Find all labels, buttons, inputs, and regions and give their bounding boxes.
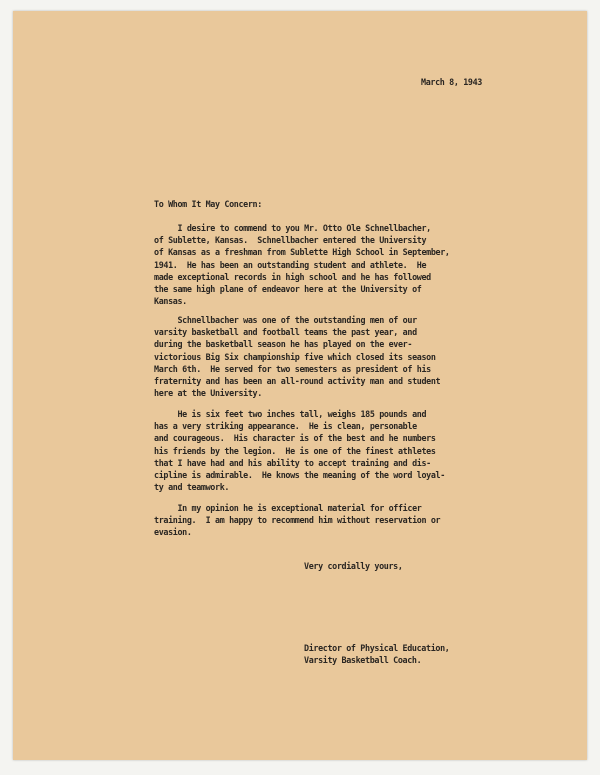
closing: Very cordially yours,	[304, 561, 403, 571]
text-line: here at the University.	[154, 388, 262, 399]
text-line: varsity basketball and football teams the past year, and	[154, 327, 417, 338]
text-line: made exceptional records in high school and he has followed	[154, 271, 431, 282]
text-line: during the basketball season he has played on the ever-	[154, 339, 413, 350]
letter-date: March 8, 1943	[421, 77, 482, 87]
text-line: victorious Big Six championship five which closed its season	[154, 351, 436, 362]
text-line: March 6th. He served for two semesters as president of his	[154, 363, 431, 374]
text-line: fraternity and has been an all-round activity man and student	[154, 376, 441, 387]
text-line: that I have had and his ability to accept training and dis-	[154, 457, 431, 468]
text-line: evasion.	[154, 527, 192, 538]
text-line: of Sublette, Kansas. Schnellbacher entered the University	[154, 235, 427, 246]
signature-title-line: Director of Physical Education,	[304, 643, 450, 653]
salutation: To Whom It May Concern:	[154, 199, 262, 209]
paragraph-2	[154, 314, 440, 399]
paragraph-4	[154, 502, 440, 539]
text-line: He is six feet two inches tall, weighs 185 pounds and	[154, 409, 427, 419]
paragraph-3	[154, 408, 445, 493]
text-line: In my opinion he is exceptional material for officer	[154, 503, 422, 513]
signature-title-line: Varsity Basketball Coach.	[304, 655, 422, 666]
text-line: his friends by the legion. He is one of the finest athletes	[154, 445, 436, 456]
paragraph-1	[154, 222, 450, 307]
signature-block	[304, 642, 449, 666]
text-line: ty and teamwork.	[154, 482, 230, 493]
text-line: and courageous. His character is of the best and he numbers	[154, 433, 436, 444]
text-line: of Kansas as a freshman from Sublette High School in September,	[154, 247, 450, 258]
text-line: cipline is admirable. He knows the meaning of the word loyal-	[154, 470, 445, 481]
text-line: 1941. He has been an outstanding student and athlete. He	[154, 259, 427, 270]
text-line: training. I am happy to recommend him without reservation or	[154, 515, 441, 526]
text-line: I desire to commend to you Mr. Otto Ole Schnellbacher,	[154, 223, 431, 233]
text-line: Schnellbacher was one of the outstanding men of our	[154, 315, 417, 325]
text-line: Kansas.	[154, 296, 187, 307]
text-line: the same high plane of endeavor here at the University of	[154, 284, 422, 295]
letter-page	[13, 11, 587, 760]
text-line: has a very striking appearance. He is clean, personable	[154, 421, 417, 432]
